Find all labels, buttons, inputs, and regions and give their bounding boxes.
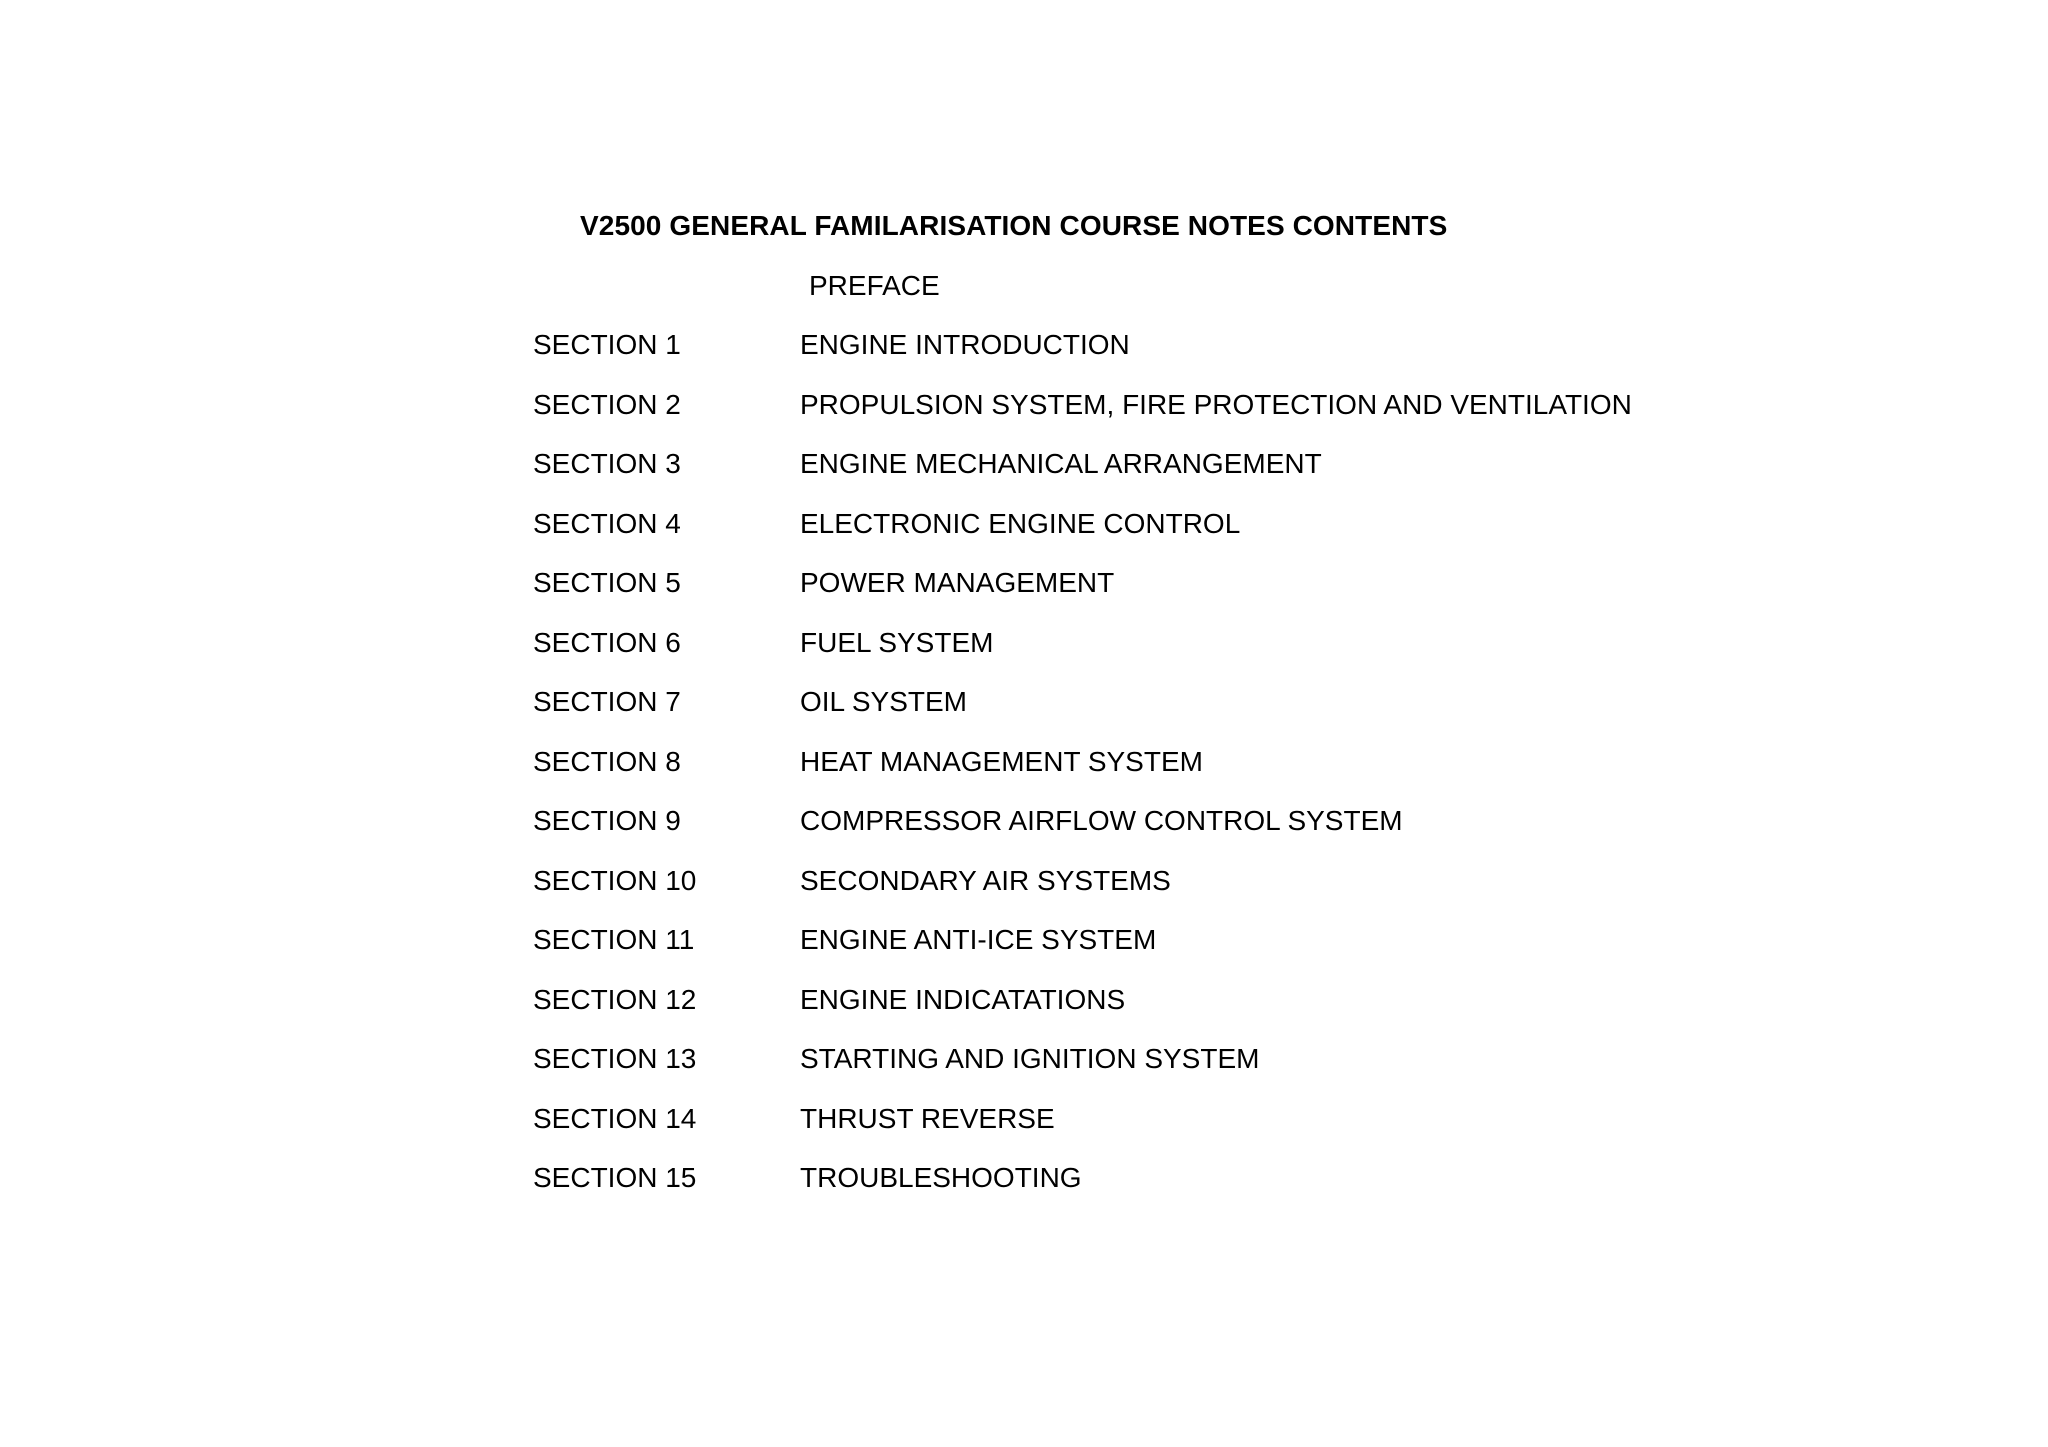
section-title: STARTING AND IGNITION SYSTEM <box>800 1043 1260 1074</box>
section-label: SECTION 1 <box>533 329 681 360</box>
section-title: ENGINE INTRODUCTION <box>800 329 1130 360</box>
contents-row <box>533 1099 1632 1159</box>
contents-row <box>533 623 1632 683</box>
contents-row <box>533 325 1632 385</box>
contents-row <box>533 742 1632 802</box>
contents-row <box>533 385 1632 445</box>
section-label: SECTION 14 <box>533 1102 697 1134</box>
section-title: PROPULSION SYSTEM, FIRE PROTECTION AND VENTILATION <box>800 388 1632 420</box>
section-title: POWER MANAGEMENT <box>800 567 1115 598</box>
contents-row <box>533 563 1632 623</box>
contents-row <box>533 682 1632 742</box>
contents-row <box>533 801 1632 861</box>
contents-row <box>533 504 1632 564</box>
section-label: SECTION 11 <box>533 924 695 955</box>
section-label: SECTION 2 <box>533 388 681 420</box>
section-title: FUEL SYSTEM <box>800 626 994 658</box>
contents-row <box>533 920 1632 980</box>
contents-list <box>533 325 1632 1218</box>
section-title: THRUST REVERSE <box>800 1102 1055 1134</box>
section-title: OIL SYSTEM <box>800 686 968 717</box>
section-label: SECTION 4 <box>533 507 681 539</box>
contents-row <box>533 861 1632 921</box>
section-title: ELECTRONIC ENGINE CONTROL <box>800 507 1241 539</box>
section-label: SECTION 8 <box>533 745 681 777</box>
section-label: SECTION 5 <box>533 567 681 598</box>
section-label: SECTION 13 <box>533 1043 697 1074</box>
section-label: SECTION 12 <box>533 983 697 1015</box>
section-title: HEAT MANAGEMENT SYSTEM <box>800 745 1203 777</box>
section-label: SECTION 3 <box>533 448 681 479</box>
section-title: COMPRESSOR AIRFLOW CONTROL SYSTEM <box>800 805 1403 836</box>
section-title: SECONDARY AIR SYSTEMS <box>800 864 1171 896</box>
section-title: TROUBLESHOOTING <box>800 1162 1082 1193</box>
contents-row <box>533 1039 1632 1099</box>
section-title: ENGINE ANTI-ICE SYSTEM <box>800 924 1157 955</box>
contents-row <box>533 1158 1632 1218</box>
section-title: ENGINE INDICATATIONS <box>800 983 1126 1015</box>
contents-row <box>533 444 1632 504</box>
page-title: V2500 GENERAL FAMILARISATION COURSE NOTES CONTENTS <box>580 210 1448 241</box>
preface-entry: PREFACE <box>809 270 940 301</box>
section-label: SECTION 15 <box>533 1162 697 1193</box>
section-label: SECTION 6 <box>533 626 681 658</box>
section-label: SECTION 7 <box>533 686 681 717</box>
contents-row <box>533 980 1632 1040</box>
section-title: ENGINE MECHANICAL ARRANGEMENT <box>800 448 1322 479</box>
section-label: SECTION 9 <box>533 805 681 836</box>
section-label: SECTION 10 <box>533 864 697 896</box>
